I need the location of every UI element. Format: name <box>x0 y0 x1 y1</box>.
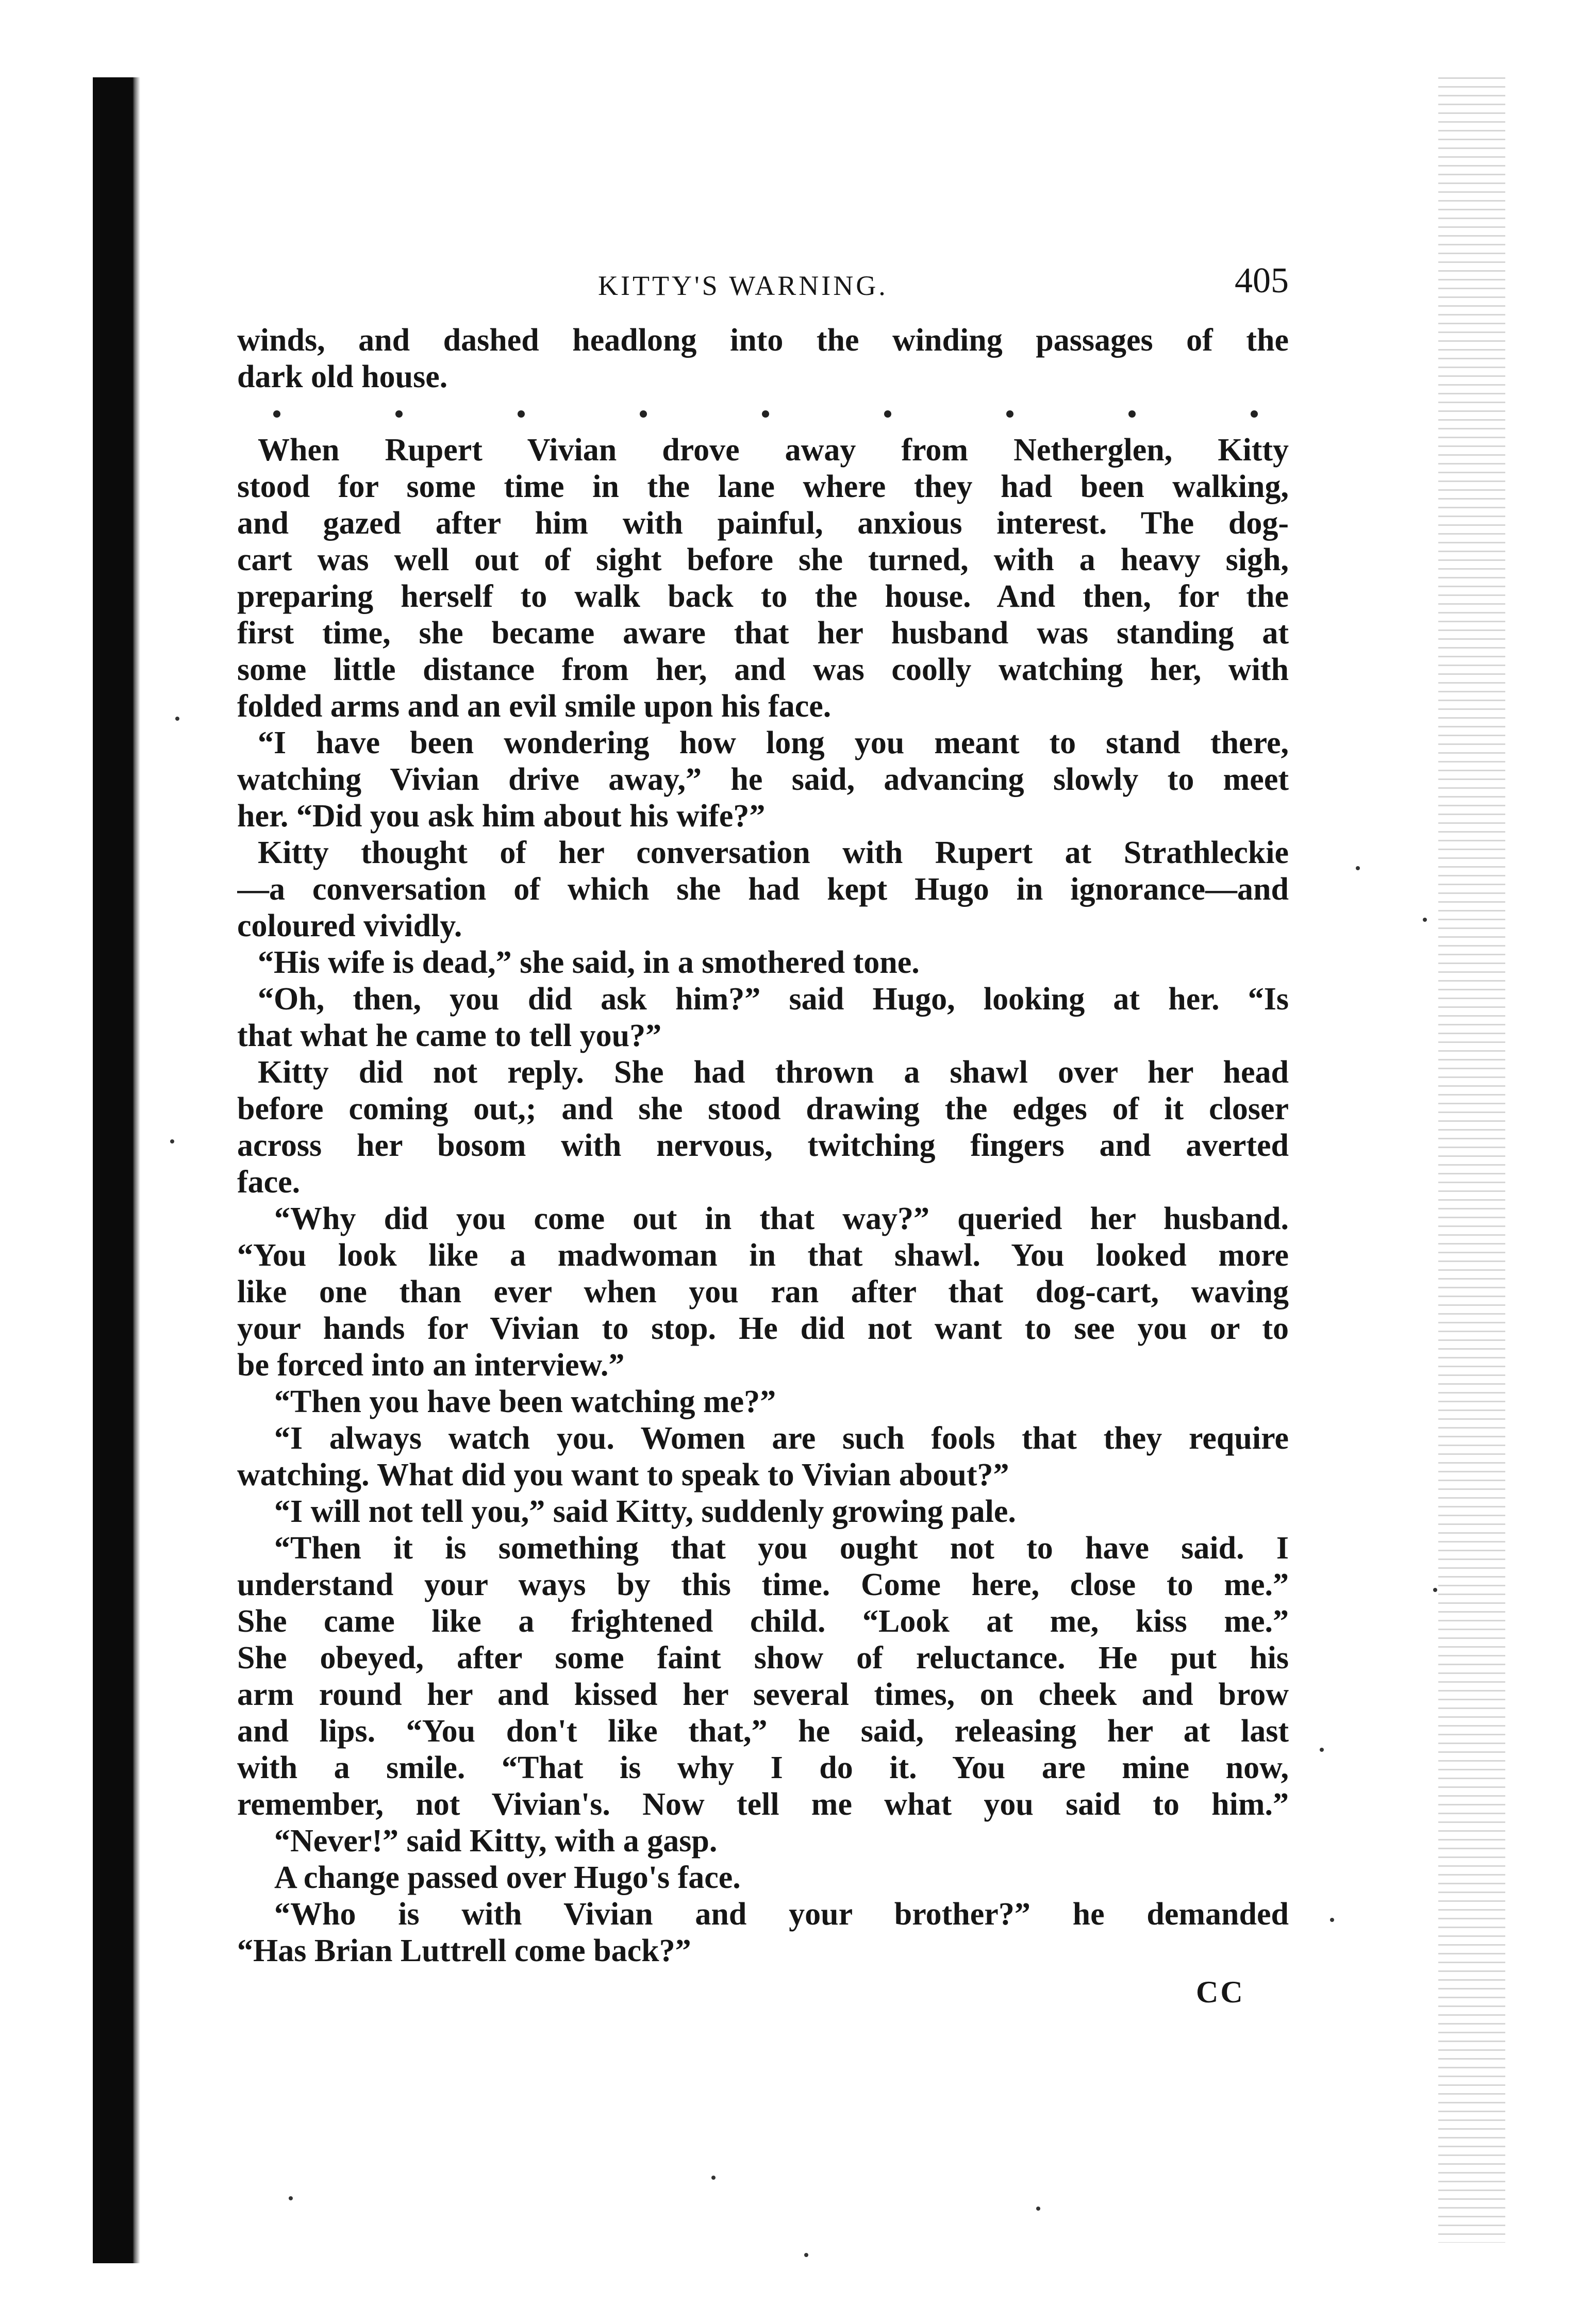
print-speck <box>170 1139 174 1143</box>
separator-dot <box>518 410 525 418</box>
text-line: Kitty did not reply. She had thrown a shawl over her head <box>258 1055 1289 1090</box>
text-line: winds, and dashed headlong into the winding passages of the <box>237 323 1289 358</box>
print-speck <box>1036 2207 1040 2211</box>
binding-shadow <box>133 77 140 2263</box>
text-line: first time, she became aware that her husband was standing at <box>237 616 1289 651</box>
print-speck <box>1330 1918 1334 1922</box>
text-line: some little distance from her, and was coolly watching her, with <box>237 652 1289 687</box>
text-line: cart was well out of sight before she turned, with a heavy sigh, <box>237 542 1289 577</box>
separator-dot <box>884 410 891 418</box>
text-line: remember, not Vivian's. Now tell me what you said to him.” <box>237 1787 1289 1822</box>
text-line: that what he came to tell you?” <box>237 1018 662 1053</box>
text-line: “Why did you come out in that way?” queried her husband. <box>274 1201 1289 1236</box>
text-line: She came like a frightened child. “Look at me, kiss me.” <box>237 1604 1289 1639</box>
print-speck <box>1423 918 1427 922</box>
separator-dot <box>640 410 647 418</box>
page-edge-texture <box>1438 77 1505 2243</box>
text-line: —a conversation of which she had kept Hugo in ignorance—and <box>237 872 1289 907</box>
text-line: “His wife is dead,” she said, in a smothered tone. <box>258 945 920 980</box>
separator-dot <box>1251 410 1258 418</box>
book-binding-edge <box>93 77 134 2263</box>
text-line: arm round her and kissed her several times, on cheek and brow <box>237 1677 1289 1712</box>
separator-dot <box>395 410 403 418</box>
text-line: A change passed over Hugo's face. <box>274 1860 741 1895</box>
text-line: “Has Brian Luttrell come back?” <box>237 1933 691 1968</box>
text-line: “I will not tell you,” said Kitty, suddenly growing pale. <box>274 1494 1016 1529</box>
text-line: before coming out,; and she stood drawing the edges of it closer <box>237 1091 1289 1126</box>
text-line: face. <box>237 1165 301 1200</box>
text-line: “I always watch you. Women are such fools that they require <box>274 1421 1289 1456</box>
text-line: coloured vividly. <box>237 908 462 943</box>
separator-dot <box>762 410 769 418</box>
text-line: “Who is with Vivian and your brother?” he demanded <box>274 1897 1289 1932</box>
separator-dot <box>1128 410 1136 418</box>
text-line: “Oh, then, you did ask him?” said Hugo, looking at her. “Is <box>258 982 1289 1017</box>
separator-dot <box>1006 410 1013 418</box>
print-speck <box>1433 1588 1437 1592</box>
text-line: and lips. “You don't like that,” he said, releasing her at last <box>237 1714 1289 1749</box>
text-line: stood for some time in the lane where they had been walking, <box>237 469 1289 504</box>
text-line: “You look like a madwoman in that shawl. You looked more <box>237 1238 1289 1273</box>
text-line: across her bosom with nervous, twitching fingers and averted <box>237 1128 1289 1163</box>
printer-signature-mark: CC <box>1196 1975 1245 2009</box>
page-header <box>237 260 1289 317</box>
page-number: 405 <box>1235 261 1289 301</box>
text-line: Kitty thought of her conversation with Rupert at Strathleckie <box>258 835 1289 870</box>
section-break <box>237 395 1289 432</box>
print-speck <box>175 717 179 721</box>
text-line: dark old house. <box>237 359 448 394</box>
body-text <box>237 322 1289 1969</box>
separator-dot <box>273 410 280 418</box>
text-line: understand your ways by this time. Come here, close to me.” <box>237 1567 1289 1602</box>
text-line: her. “Did you ask him about his wife?” <box>237 799 766 834</box>
text-line: When Rupert Vivian drove away from Netherglen, Kitty <box>258 433 1289 468</box>
print-speck <box>1356 866 1360 870</box>
text-line: “Then it is something that you ought not to have said. I <box>274 1531 1289 1566</box>
print-speck <box>711 2176 716 2180</box>
text-line: “Never!” said Kitty, with a gasp. <box>274 1823 718 1859</box>
text-line: with a smile. “That is why I do it. You are mine now, <box>237 1750 1289 1785</box>
text-line: “Then you have been watching me?” <box>274 1384 776 1419</box>
text-line: She obeyed, after some faint show of reluctance. He put his <box>237 1640 1289 1676</box>
text-line: like one than ever when you ran after that dog-cart, waving <box>237 1274 1289 1309</box>
print-speck <box>804 2253 808 2257</box>
text-line: and gazed after him with painful, anxious interest. The dog- <box>237 506 1289 541</box>
text-line: your hands for Vivian to stop. He did not want to see you or to <box>237 1311 1289 1346</box>
text-line: watching Vivian drive away,” he said, advancing slowly to meet <box>237 762 1289 797</box>
text-line: preparing herself to walk back to the house. And then, for the <box>237 579 1289 614</box>
text-line: “I have been wondering how long you meant to stand there, <box>258 725 1289 760</box>
running-head: KITTY'S WARNING. <box>598 270 888 301</box>
print-speck <box>289 2196 293 2200</box>
text-line: be forced into an interview.” <box>237 1348 625 1383</box>
text-line: watching. What did you want to speak to Vivian about?” <box>237 1457 1009 1493</box>
print-speck <box>1320 1748 1324 1752</box>
text-line: folded arms and an evil smile upon his face. <box>237 689 832 724</box>
